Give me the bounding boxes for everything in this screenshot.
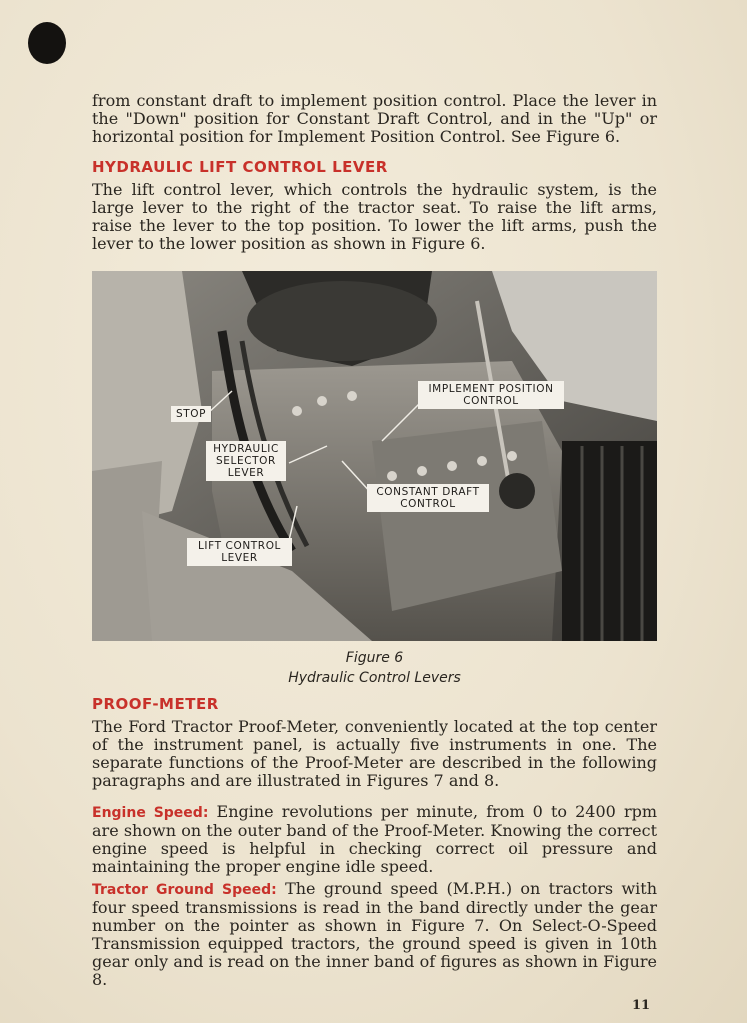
figure-number: Figure 6 (345, 650, 404, 666)
figure-6-photo (92, 271, 657, 641)
tractor-photo-illustration (92, 271, 657, 641)
ground-speed-text: The ground speed (M.P.H.) on tractors with four speed transmissions is read in the band directly under the gear number on the pointer as shown in Figure 7. On Select-O-Speed Transmission equipped tractors, the ground speed is given in 10th gear only and is read on the inner band of figures as shown in Figure 8. (92, 879, 657, 989)
hydraulic-lift-paragraph: The lift control lever, which controls the hydraulic system, is the large lever to the right of the tractor seat. To raise the lift arms, raise the lever to the top position. To lower the lift arms, push the lever to the lower position as shown in Figure 6. (92, 180, 657, 253)
proof-meter-heading: PROOF-METER (92, 695, 219, 713)
ground-speed-paragraph (92, 880, 657, 989)
engine-speed-paragraph (92, 803, 657, 876)
binder-punch-hole (28, 22, 66, 64)
proof-meter-paragraph: The Ford Tractor Proof-Meter, conveniently located at the top center of the instrument panel, is actually five instruments in one. The separate functions of the Proof-Meter are described in the following paragraphs and are illustrated in Figures 7 and 8. (92, 717, 657, 790)
callout-implement-position-control: IMPLEMENT POSITION CONTROL (418, 381, 564, 409)
callout-stop: STOP (171, 406, 211, 422)
figure-caption: Hydraulic Control Levers (288, 670, 461, 686)
page-number: 11 (632, 998, 651, 1013)
ground-speed-label: Tractor Ground Speed: (92, 882, 277, 898)
callout-hydraulic-selector-lever: HYDRAULIC SELECTOR LEVER (206, 441, 286, 481)
engine-speed-label: Engine Speed: (92, 805, 209, 821)
engine-speed-text: Engine revolutions per minute, from 0 to 2400 rpm are shown on the outer band of the Proof-Meter. Knowing the correct engine speed is helpful in checking correct oil pressure and maintaining the proper engine idle speed. (92, 802, 657, 876)
intro-paragraph: from constant draft to implement position control. Place the lever in the "Down" position for Constant Draft Control, and in the "Up" or horizontal position for Implement Position Control. See Figure 6. (92, 91, 657, 146)
hydraulic-lift-heading: HYDRAULIC LIFT CONTROL LEVER (92, 158, 388, 176)
callout-lift-control-lever: LIFT CONTROL LEVER (187, 538, 292, 566)
callout-constant-draft-control: CONSTANT DRAFT CONTROL (367, 484, 489, 512)
